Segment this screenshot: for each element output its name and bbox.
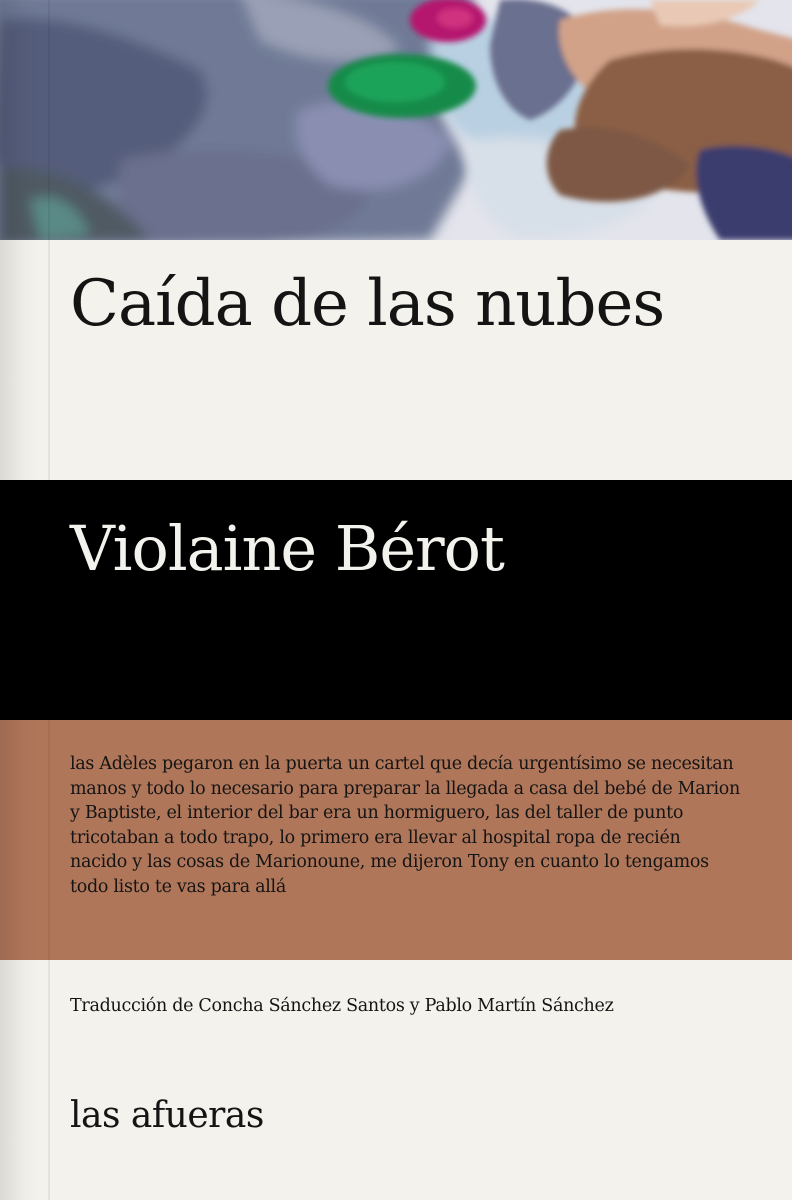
author-name: Violaine Bérot [70, 512, 504, 585]
author-band [0, 480, 792, 720]
excerpt-text: las Adèles pegaron en la puerta un cartel que decía urgentísimo se necesitan manos y todo lo necesario para preparar la llegada a casa del bebé de Marion y Baptiste, el interior del bar era un hormiguero, las del taller de punto tricotaban a todo trapo, lo primero era llevar al hospital ropa de recién nacido y las cosas de Marionoune, me dijeron Tony en cuanto lo tengamos todo listo te vas para allá [70, 754, 740, 897]
excerpt-band [0, 720, 792, 960]
watercolor-artwork [0, 0, 792, 240]
translator-credit: Traducción de Concha Sánchez Santos y Pablo Martín Sánchez [70, 996, 614, 1016]
book-title: Caída de las nubes [70, 267, 665, 341]
publisher-name: las afueras [70, 1095, 264, 1136]
watercolor-illustration [0, 0, 792, 240]
